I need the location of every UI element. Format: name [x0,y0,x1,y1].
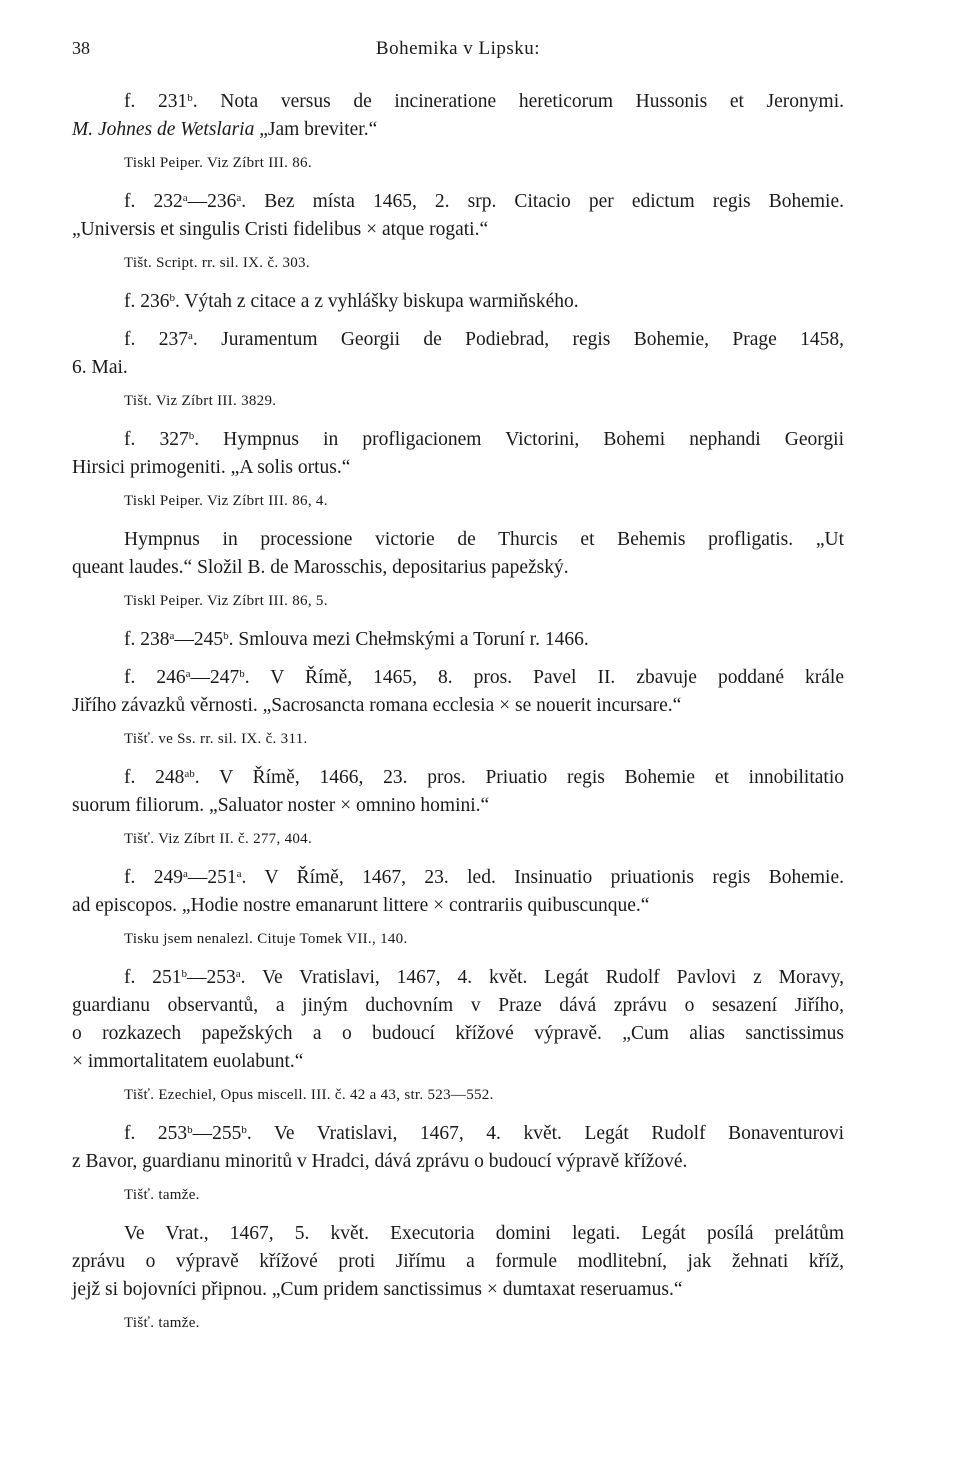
line-text: guardianu observantů, a jiným duchovním v Praze dává zprávu o sesazení Jiřího, [72,995,844,1016]
catalog-entry [72,1120,844,1206]
line-text: f. 251 [124,967,182,988]
page-number: 38 [72,38,90,58]
entry-spacer [72,316,844,326]
page-header [72,38,844,68]
line-text: Hympnus in processione victorie de Thurcis et Behemis profligatis. „Ut [124,529,844,550]
line-text: . Ve Vratislavi, 1467, 4. květ. Legát Rudolf Bonaventurovi [246,1123,845,1144]
line-text: „Universis et singulis Cristi fidelibus × atque rogati.“ [72,219,489,240]
bibliographic-note: Tišt. Viz Zíbrt III. 3829. [124,393,277,409]
entry-line [72,526,844,554]
entry-spacer [72,1106,844,1120]
entry-line [72,88,844,116]
catalog-entry [72,864,844,950]
line-text: . Nota versus de incineratione hereticorum Hussonis et Jeronymi. [192,91,844,112]
line-text: f. 246 [124,667,186,688]
bibliographic-note: Tišť. tamže. [124,1315,200,1331]
entry-line [72,1120,844,1148]
entry-line [72,664,844,692]
catalog-entry [72,1220,844,1334]
bibliographic-note: Tišť. tamže. [124,1187,200,1203]
entry-spacer [72,174,844,188]
entry-spacer [72,612,844,626]
folio-superscript: a [235,968,241,980]
folio-superscript: b [181,968,188,980]
entry-line [72,426,844,454]
bibliographic-note: Tisku jsem nenalezl. Cituje Tomek VII., 140. [124,931,408,947]
entry-line [72,964,844,992]
entry-line [72,1276,844,1304]
line-text: Jiřího závazků věrnosti. „Sacrosancta romana ecclesia × se nouerit incursare.“ [72,695,682,716]
line-text: . Juramentum Georgii de Podiebrad, regis Bohemie, Prage 1458, [192,329,844,350]
entry-line [72,864,844,892]
folio-superscript: b [188,430,195,442]
catalog-entry [72,326,844,412]
entry-line [72,326,844,354]
folio-superscript: b [223,630,229,642]
folio-superscript: a [182,192,188,204]
bibliographic-note: Tišť. Viz Zíbrt II. č. 277, 404. [124,831,313,847]
line-text: . Výtah z citace a z vyhlášky biskupa warmiňského. [175,291,579,312]
entry-spacer [72,1206,844,1220]
line-text: z Bavor, guardianu minoritů v Hradci, dává zprávu o budoucí výpravě křížové. [72,1151,688,1172]
catalog-entry [72,426,844,512]
entry-spacer [72,412,844,426]
bibliographic-note: Tišt. Script. rr. sil. IX. č. 303. [124,255,310,271]
entry-line [72,116,844,144]
folio-superscript: b [187,1124,193,1136]
entry-line [72,792,844,820]
catalog-entry [72,188,844,274]
catalog-entry [72,288,844,316]
folio-superscript: b [241,1124,247,1136]
entry-line [72,188,844,216]
line-text: f. 253 [124,1123,188,1144]
bibliographic-note: Tišť. Ezechiel, Opus miscell. III. č. 42 a 43, str. 523—552. [124,1087,494,1103]
folio-superscript: a [183,868,188,880]
entry-line [72,216,844,244]
entry-line [72,764,844,792]
line-text: . V Římě, 1467, 23. led. Insinuatio priuationis regis Bohemie. [241,867,844,888]
folio-superscript: a [236,192,242,204]
entry-line [72,1148,844,1176]
folio-superscript: a [187,330,193,342]
line-text: f. 248 [124,767,185,788]
catalog-entry [72,964,844,1106]
line-text: . Bez místa 1465, 2. srp. Citacio per edictum regis Bohemie. [241,191,845,212]
catalog-entry [72,88,844,174]
line-text: f. 237 [124,329,188,350]
folio-superscript: b [239,668,245,680]
line-text: × immortalitatem euolabunt.“ [72,1051,304,1072]
entry-spacer [72,274,844,288]
entry-line [72,288,844,316]
entry-spacer [72,950,844,964]
line-text: —255 [192,1123,242,1144]
line-text: f. 327 [124,429,189,450]
entry-spacer [72,654,844,664]
line-text: f. 249 [124,867,184,888]
page-body [72,88,844,1348]
entry-line [72,354,844,382]
entry-line [72,992,844,1020]
line-text: jejž si bojovníci připnou. „Cum pridem sanctissimus × dumtaxat reseruamus.“ [72,1279,683,1300]
line-text: f. 232 [124,191,183,212]
line-text: —247 [190,667,240,688]
line-text: f. 231 [124,91,188,112]
entry-spacer [72,850,844,864]
line-text: —251 [187,867,237,888]
folio-superscript: a [169,630,175,642]
folio-superscript: a [236,868,242,880]
entry-spacer [72,750,844,764]
running-title: Bohemika v Lipsku: [375,38,541,59]
line-text: . V Římě, 1465, 8. pros. Pavel II. zbavuje poddané krále [244,667,844,688]
entry-line [72,1220,844,1248]
entry-spacer [72,512,844,526]
entry-line [72,626,844,654]
line-text: zprávu o výpravě křížové proti Jiřímu a formule modlitební, jak žehnati kříž, [72,1251,844,1272]
line-text: 6. Mai. [72,357,128,378]
entry-line [72,892,844,920]
line-text: f. 238 [124,629,170,650]
folio-superscript: a [185,668,191,680]
bibliographic-note: Tiskl Peiper. Viz Zíbrt III. 86, 5. [124,593,328,609]
bibliographic-note: Tiskl Peiper. Viz Zíbrt III. 86, 4. [124,493,328,509]
line-text: f. 236 [124,291,170,312]
line-text: . V Římě, 1466, 23. pros. Priuatio regis Bohemie et innobilitatio [194,767,844,788]
entry-line [72,1048,844,1076]
line-text: Ve Vrat., 1467, 5. květ. Executoria domini legati. Legát posílá prelátům [124,1223,844,1244]
bibliographic-note: Tišť. ve Ss. rr. sil. IX. č. 311. [124,731,308,747]
line-text: . Ve Vratislavi, 1467, 4. květ. Legát Rudolf Pavlovi z Moravy, [240,967,844,988]
line-text: —245 [174,629,224,650]
catalog-entry [72,664,844,750]
line-text: ad episcopos. „Hodie nostre emanarunt littere × contrariis quibuscunque.“ [72,895,650,916]
line-text: . Hympnus in profligacionem Victorini, Bohemi nephandi Georgii [194,429,844,450]
line-text: „Jam breviter.“ [254,119,378,140]
entry-line [72,454,844,482]
entry-line [72,692,844,720]
catalog-entry [72,526,844,612]
author-name: M. Johnes de Wetslaria [72,119,255,140]
entry-line [72,554,844,582]
entry-line [72,1248,844,1276]
line-text: suorum filiorum. „Saluator noster × omnino homini.“ [72,795,490,816]
line-text: o rozkazech papežských a o budoucí křížové výpravě. „Cum alias sanctissimus [72,1023,844,1044]
line-text: . Smlouva mezi Chełmskými a Toruní r. 1466. [228,629,589,650]
line-text: —236 [187,191,237,212]
entry-spacer [72,1334,844,1348]
folio-superscript: b [169,292,175,304]
folio-superscript: ab [184,768,195,780]
line-text: queant laudes.“ Složil B. de Marosschis, depositarius papežský. [72,557,569,578]
catalog-entry [72,764,844,850]
entry-line [72,1020,844,1048]
folio-superscript: b [187,92,193,104]
line-text: —253 [187,967,236,988]
line-text: Hirsici primogeniti. „A solis ortus.“ [72,457,351,478]
bibliographic-note: Tiskl Peiper. Viz Zíbrt III. 86. [124,155,312,171]
catalog-entry [72,626,844,654]
